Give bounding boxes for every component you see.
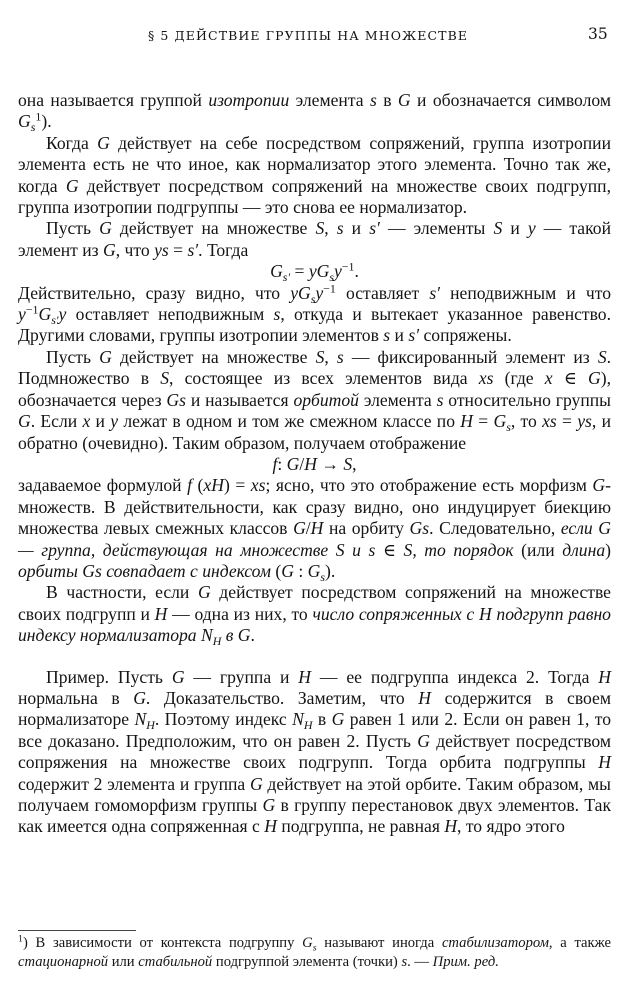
page-header bbox=[0, 22, 629, 48]
body-paragraph: задаваемое формулой f (xH) = xs; ясно, что это отображение есть морфизм G-множеств. В действительности, как сразу видно, оно индуцирует биекцию множества левых смежных классов G/H на орбиту Gs. Следовательно, если G — группа, действующая на множестве S и s ∈ S, то порядок (или длина) орбиты Gs совпадает с индексом (G : $G_s$). bbox=[18, 475, 611, 585]
footnote-separator bbox=[18, 930, 136, 931]
body-paragraph: Пусть G действует на множестве S, s — фиксированный элемент из S. Подмножество в S, состоящее из всех элементов вида xs (где x ∈ G), обозначается через Gs и называется орбитой элемента s относительно группы G. Если x и y лежат в одном и том же смежном классе по $H = G_s$, то xs = ys, и обратно (очевидно). Таким образом, получаем отображение bbox=[18, 346, 612, 453]
body-paragraph: она называется группой изотропии элемента s в G и обозначается символом $G_s^1$). bbox=[18, 90, 611, 135]
page-number: 35 bbox=[588, 25, 608, 43]
footnote: $^1$) В зависимости от контекста подгруппу $G_s$ называют иногда стабилизатором, а также стационарной или стабильной подгруппой элемента (точки) s. — Прим. ред. bbox=[18, 933, 611, 970]
page-body bbox=[18, 90, 611, 838]
display-formula: $G_{s'} = yG_sy^{-1}$. bbox=[270, 259, 359, 285]
body-paragraph: Когда G действует на себе посредством сопряжений, группа изотропии элемента есть не что иное, как нормализатор этого элемента. Точно так же, когда G действует посредством сопряжений на множестве своих подгрупп, группа изотропии подгруппы — это снова ее нормализатор. bbox=[18, 132, 612, 218]
running-head: § 5 ДЕЙСТВИЕ ГРУППЫ НА МНОЖЕСТВЕ bbox=[148, 28, 469, 43]
body-paragraph: Действительно, сразу видно, что $yG_sy^{-1}$ оставляет s′ неподвижным и что $y^{-1}G_{s'}y$ оставляет неподвижным s, откуда и вытекает указанное равенство. Другими словами, группы изотропии элементов s и s′ сопряжены. bbox=[18, 281, 612, 346]
body-paragraph: Пример. Пусть G — группа и H — ее подгруппа индекса 2. Тогда H нормальна в G. Доказательство. Заметим, что H содержится в своем нормализаторе $N_H$. Поэтому индекс $N_H$ в G равен 1 или 2. Если он равен 1, то все доказано. Предположим, что он равен 2. Пусть G действует посредством сопряжения на множестве своих подгрупп. Тогда орбита подгруппы H содержит 2 элемента и группа G действует на этой орбите. Таким образом, мы получаем гомоморфизм группы G в группу перестановок двух элементов. Так как имеется одна сопряженная с H подгруппа, не равная H, то ядро этого bbox=[18, 666, 612, 837]
body-paragraph: В частности, если G действует посредством сопряжений на множестве своих подгрупп и H — одна из них, то число сопряженных с H подгрупп равно индексу нормализатора $N_H$ в G. bbox=[18, 582, 611, 649]
section-gap bbox=[18, 647, 611, 667]
body-paragraph: Пусть G действует на множестве S, s и s′ — элементы S и y — такой элемент из G, что ys = s′. Тогда bbox=[18, 218, 611, 260]
display-formula: f: G/H → S, bbox=[272, 453, 357, 474]
